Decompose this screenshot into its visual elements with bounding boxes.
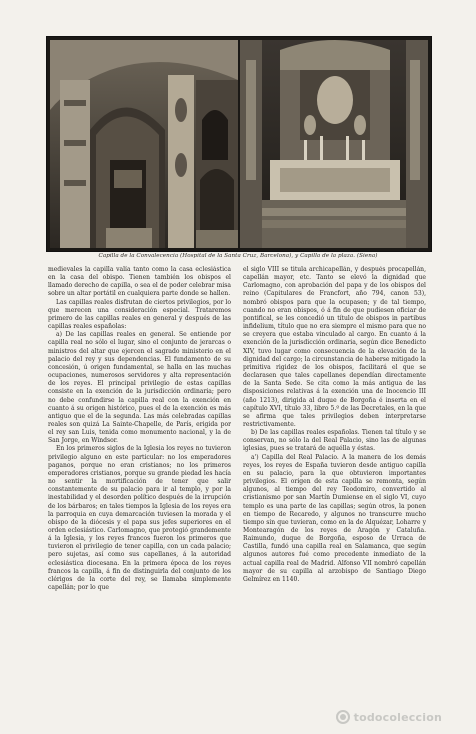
paragraph: Las capillas reales disfrutan de ciertos privilegios, por lo que merecen una consideración especial. Trataremos primero de las capillas reales en general y después de las capillas reales españolas: — [48, 298, 231, 331]
paragraph: medievales la capilla valía tanto como la casa eclesiástica en la casa del obispo. Tienen también los obispos el llamado derecho de capilla, o sea el de poder celebrar misa sobre un altar portátil en cualquiera parte donde se hallen. — [48, 266, 231, 298]
paragraph: a) De las capillas reales en general. Se entiende por capilla real no sólo el lugar, sino el conjunto de jerarcas o ministros del altar que ejercen el sagrado ministerio en el palacio del rey y sus dependencias. El fundamento de su concesión, ú origen fundamental, se halla en las muchas ocupaciones, numerosos servidores y alta representación de los reyes. El principal privilegio de estas capillas consiste en la exención de la jurisdicción ordinaria; pero no debe confundirse la capilla real con la exención en cuanto á su origen histórico, pues el de la exención es más antiguo que el de la segunda. Las más celebradas capillas reales son quizá La Sainte-Chapelle, de París, erigida por el rey san Luis, tenida como monumento nacional, y la de San Jorge, en Windsor. — [48, 331, 231, 445]
photo-piazza-chapel-siena — [240, 40, 428, 248]
paragraph: b) De las capillas reales españolas. Tienen tal título y se conservan, no sólo la del Real Palacio, sino las de algunas iglesias, pues se tratará de aquélla y éstas. — [243, 429, 426, 453]
paragraph: a') Capilla del Real Palacio. A la manera de los demás reyes, los reyes de España tuvieron desde antiguo capilla en su palacio, para la que obtuvieron importantes privilegios. El origen de esta capilla se remonta, según algunos, al tiempo del rey Teodomiro, convertido al cristianismo por san Martín Dumiense en el siglo VI, cuyo templo es una parte de las capillas; según otros, la ponen en tiempo de Recaredo, y algunos no transcurre mucho tiempo sin que tuvieran, como en la de Alquézar, Loharre y Montearagón de los reyes de Aragón y Cataluña. Raimundo, duque de Borgoña, esposo de Urraca de Castilla, fundó una capilla real en Salamanca, que según algunos autores fué como precedente inmediato de la actual capilla real de Madrid. Alfonso VII nombró capellán mayor de su capilla al arzobispo de Santiago Diego Gelmírez en 1140. — [243, 453, 426, 583]
text-column-right — [243, 266, 426, 710]
figure-photographs — [46, 36, 432, 252]
paragraph: En los primeros siglos de la Iglesia los reyes no tuvieron privilegio alguno en este particular: no los emperadores paganos, porque no eran cristianos; no los primeros emperadores cristianos, porque su grande piedad les hacía no sentir la mortificación de tener que salir constantemente de su palacio para ir al templo, y por la inestabilidad y el desorden político después de la irrupción de los bárbaros; en tales tiempos la Iglesia de los reyes era la parroquia en cuya demarcación tuviesen la morada y el obispo de la diócesis y el papa sus jefes superiores en el orden eclesiástico. Carlomagno, que protegió grandemente á la Iglesia, y los reyes francos fueron los primeros que tuvieron el privilegio de tener capilla, con un cada palacio; pero sujetas, así como sus capellanes, á la autoridad eclesiástica diocesana. En la primera época de los reyes francos la capilla, á fin de distinguirla del conjunto de los clérigos de la corte del rey, se llamaba simplemente capellán; por lo que — [48, 445, 231, 592]
watermark-logo-icon — [336, 710, 350, 724]
figure-caption: Capilla de la Convalecencia (Hospital de la Santa Cruz, Barcelona), y Capilla de la plaza. (Siena) — [98, 253, 378, 259]
photo-convalecencia-chapel — [50, 40, 238, 248]
watermark — [336, 710, 442, 724]
text-column-left — [48, 266, 231, 710]
watermark-text: todocoleccion — [353, 710, 442, 724]
paragraph: el siglo VIII se titula archicapellán, y después procapellán, capellán mayor, etc. Tanto se elevó la dignidad que Carlomagno, con aprobación del papa y de los obispos del reino (Capitulares de Francfort, año 794, canon 53), nombró obispos para que la ocupasen; y de tal tiempo, cuando no eran obispos, ó á fin de que pudiesen oficiar de pontifical, se les concedió un título de obispos in partibus infidelium, título que no era siempre el mismo para que no se creyera que estaba vinculado al cargo. En cuanto á la exención de la jurisdicción ordinaria, según dice Benedicto XIV, tuvo lugar como consecuencia de la elevación de la dignidad del cargo; la circunstancia de haberse mitigado la primitiva rigidez de los obispos, facilitará el que se declarasen que tales capellanes dependían directamente de la Santa Sede. Se cita como la más antigua de las disposiciones relativas á la exención una de Inocencio III (año 1213), dirigida al duque de Borgoña é inserta en el capítulo XVI, título 33, libro 5.º de las Decretales, en la que se afirma que tales privilegios deben interpretarse restrictivamente. — [243, 266, 426, 428]
